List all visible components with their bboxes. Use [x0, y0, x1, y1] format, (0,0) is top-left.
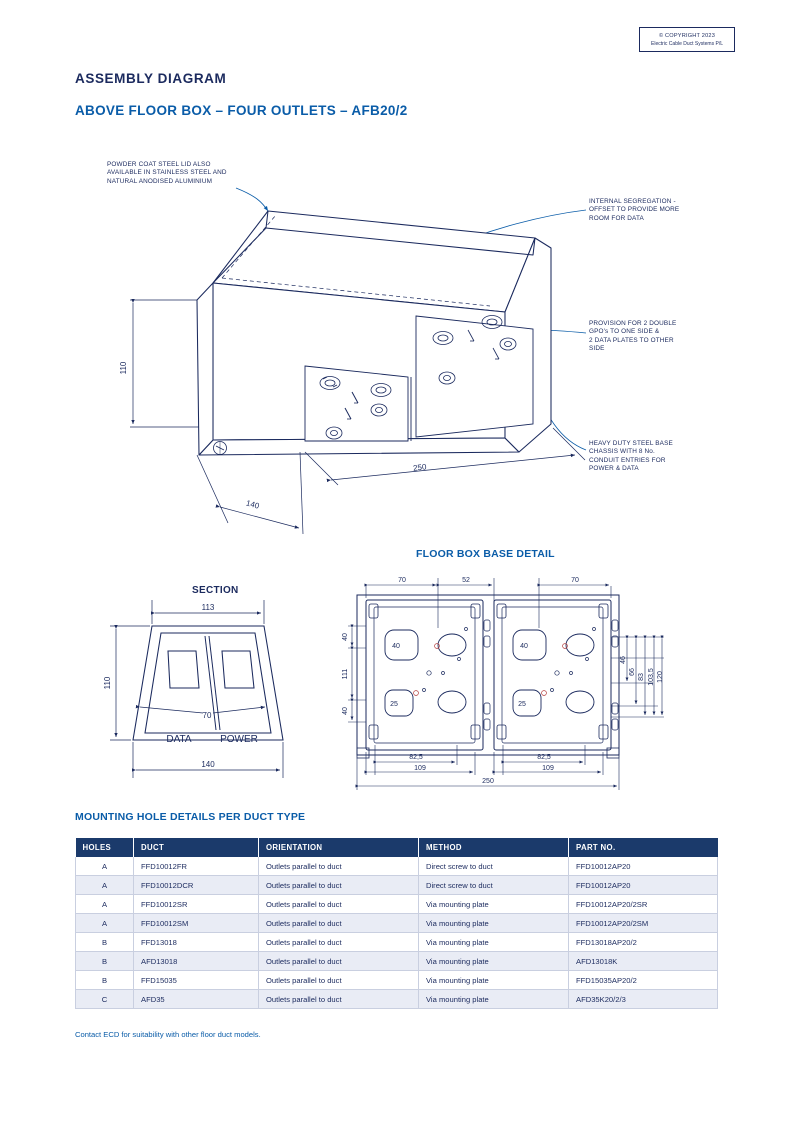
cell-holes: B	[76, 933, 134, 952]
base-dim-250: 250	[482, 778, 494, 785]
cell-orientation: Outlets parallel to duct	[259, 876, 419, 895]
base-dim-inner-40-right: 40	[520, 643, 528, 650]
base-dim-right-66: 66	[629, 668, 636, 676]
cell-duct: FFD13018	[134, 933, 259, 952]
cell-part-no: FFD15035AP20/2	[569, 971, 718, 990]
callout-provision-line3: 2 DATA PLATES TO OTHER	[589, 336, 674, 344]
cell-part-no: FFD10012AP20	[569, 857, 718, 876]
base-dim-82-5-right: 82,5	[537, 754, 551, 761]
cell-duct: FFD10012FR	[134, 857, 259, 876]
callout-provision-line4: SIDE	[589, 345, 605, 353]
base-dim-right-103-5: 103,5	[648, 668, 655, 686]
cell-duct: FFD10012SR	[134, 895, 259, 914]
callout-base-line3: CONDUIT ENTRIES FOR	[589, 456, 666, 464]
base-dim-top-left: 70	[398, 577, 406, 584]
table-row	[76, 971, 718, 990]
cell-holes: A	[76, 914, 134, 933]
cell-method: Via mounting plate	[419, 933, 569, 952]
table-row	[76, 933, 718, 952]
iso-dim-250: 250	[412, 462, 427, 473]
callout-segregation-line3: ROOM FOR DATA	[589, 214, 644, 222]
callout-lid-line2: AVAILABLE IN STAINLESS STEEL AND	[107, 169, 227, 177]
base-dim-109-right: 109	[542, 765, 554, 772]
base-dim-right-83: 83	[638, 673, 645, 681]
cell-holes: B	[76, 952, 134, 971]
base-dim-right-120: 120	[657, 671, 664, 683]
table-note: Contact ECD for suitability with other floor duct models.	[75, 1030, 261, 1039]
cell-method: Via mounting plate	[419, 914, 569, 933]
base-dim-top-right: 70	[571, 577, 579, 584]
section-dim-110: 110	[103, 676, 112, 690]
section-dim-113: 113	[201, 603, 215, 612]
callout-base-line2: CHASSIS WITH 8 No.	[589, 448, 655, 456]
copyright-line1: © COPYRIGHT 2023	[658, 33, 716, 39]
col-method: METHOD	[419, 838, 569, 857]
base-dim-82-5-left: 82,5	[409, 754, 423, 761]
cell-part-no: FFD10012AP20/2SR	[569, 895, 718, 914]
cell-holes: B	[76, 971, 134, 990]
base-dim-inner-25-left: 25	[390, 701, 398, 708]
base-dim-left-40a: 40	[342, 633, 349, 641]
section-dim-140: 140	[201, 760, 215, 769]
base-dim-inner-25-right: 25	[518, 701, 526, 708]
cell-duct: FFD10012DCR	[134, 876, 259, 895]
cell-orientation: Outlets parallel to duct	[259, 952, 419, 971]
table-header-row	[76, 838, 718, 857]
cell-duct: AFD13018	[134, 952, 259, 971]
cell-method: Direct screw to duct	[419, 876, 569, 895]
copyright-line2: Electric Cable Duct Systems P/L	[651, 41, 723, 47]
section-label-data: DATA	[166, 734, 192, 745]
table-row	[76, 895, 718, 914]
col-orientation: ORIENTATION	[259, 838, 419, 857]
heading-mounting-hole-details: MOUNTING HOLE DETAILS PER DUCT TYPE	[75, 811, 306, 823]
iso-dim-140: 140	[245, 498, 261, 511]
base-dim-left-40b: 40	[342, 707, 349, 715]
iso-dim-110: 110	[119, 361, 128, 375]
cell-duct: FFD15035	[134, 971, 259, 990]
cell-method: Via mounting plate	[419, 952, 569, 971]
cell-orientation: Outlets parallel to duct	[259, 990, 419, 1009]
callout-base-line1: HEAVY DUTY STEEL BASE	[589, 440, 673, 447]
cell-part-no: FFD10012AP20/2SM	[569, 914, 718, 933]
cell-method: Via mounting plate	[419, 990, 569, 1009]
cell-orientation: Outlets parallel to duct	[259, 895, 419, 914]
table-row	[76, 914, 718, 933]
cell-part-no: FFD13018AP20/2	[569, 933, 718, 952]
base-dim-109-left: 109	[414, 765, 426, 772]
heading-assembly-diagram: ASSEMBLY DIAGRAM	[75, 71, 227, 86]
table-row	[76, 952, 718, 971]
cell-orientation: Outlets parallel to duct	[259, 933, 419, 952]
base-dim-right-46: 46	[620, 656, 627, 664]
cell-method: Via mounting plate	[419, 895, 569, 914]
cell-holes: A	[76, 857, 134, 876]
callout-lid-line1: POWDER COAT STEEL LID ALSO	[107, 161, 211, 168]
table-row	[76, 990, 718, 1009]
base-dim-top-mid: 52	[462, 577, 470, 584]
col-part-no: PART NO.	[569, 838, 718, 857]
section-dim-70: 70	[202, 711, 212, 720]
callout-provision-line1: PROVISION FOR 2 DOUBLE	[589, 320, 677, 327]
section-label-power: POWER	[220, 734, 258, 745]
cell-method: Direct screw to duct	[419, 857, 569, 876]
callout-segregation-line2: OFFSET TO PROVIDE MORE	[589, 206, 680, 214]
table-row	[76, 857, 718, 876]
cell-holes: A	[76, 895, 134, 914]
cell-part-no: FFD10012AP20	[569, 876, 718, 895]
callout-lid-line3: NATURAL ANODISED ALUMINIUM	[107, 177, 213, 185]
mounting-hole-table	[75, 838, 718, 1009]
col-duct: DUCT	[134, 838, 259, 857]
cell-orientation: Outlets parallel to duct	[259, 971, 419, 990]
cell-holes: A	[76, 876, 134, 895]
callout-segregation-line1: INTERNAL SEGREGATION -	[589, 198, 676, 205]
cell-part-no: AFD13018K	[569, 952, 718, 971]
base-dim-left-111: 111	[342, 668, 349, 680]
heading-section: SECTION	[192, 585, 239, 596]
cell-duct: AFD35	[134, 990, 259, 1009]
cell-method: Via mounting plate	[419, 971, 569, 990]
table-row	[76, 876, 718, 895]
base-dim-inner-40-left: 40	[392, 643, 400, 650]
heading-floor-box-base-detail: FLOOR BOX BASE DETAIL	[416, 548, 555, 560]
cell-holes: C	[76, 990, 134, 1009]
callout-provision-line2: GPO's TO ONE SIDE &	[589, 328, 660, 336]
page-title: ABOVE FLOOR BOX – FOUR OUTLETS – AFB20/2	[75, 103, 408, 118]
cell-part-no: AFD35K20/2/3	[569, 990, 718, 1009]
cell-orientation: Outlets parallel to duct	[259, 857, 419, 876]
col-holes: HOLES	[76, 838, 134, 857]
callout-base-line4: POWER & DATA	[589, 465, 639, 473]
mounting-hole-table-wrap	[75, 838, 718, 1009]
cell-duct: FFD10012SM	[134, 914, 259, 933]
cell-orientation: Outlets parallel to duct	[259, 914, 419, 933]
